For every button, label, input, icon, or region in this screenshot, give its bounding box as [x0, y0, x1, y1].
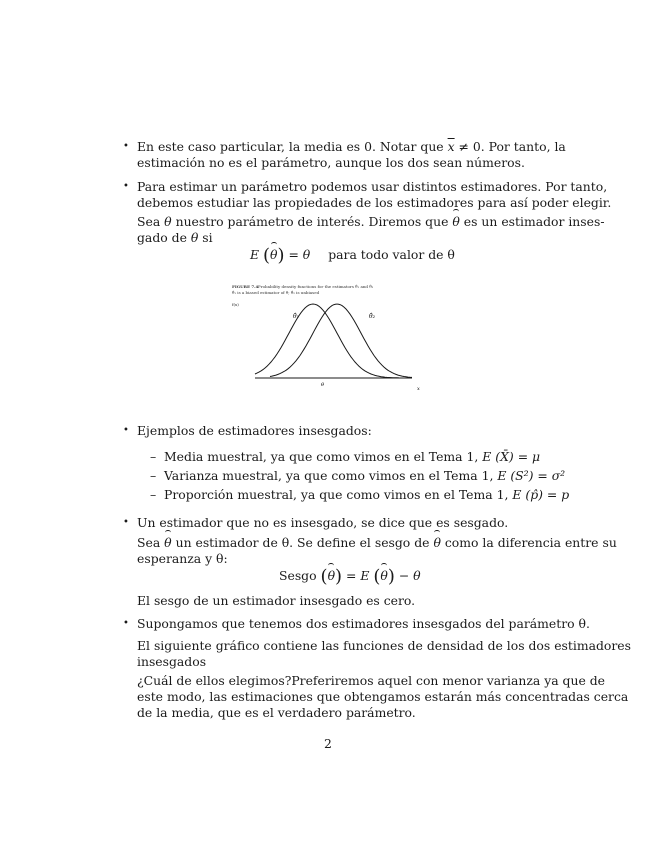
figure-caption: Probability density functions for the estimators θ̂₁ and θ̂₂: [258, 284, 374, 289]
paragraph-line: debemos estudiar las propiedades de los estimadores para así poder elegir.: [137, 195, 612, 210]
list-item: Varianza muestral, ya que como vimos en el Tema 1, E (S²) = σ²: [164, 468, 566, 483]
paragraph-line: Sea θ nuestro parámetro de interés. Diremos que θ es un estimador inses-: [137, 214, 605, 229]
list-item: Media muestral, ya que como vimos en el Tema 1, E (X̄) = μ: [164, 449, 541, 464]
paragraph-line: insesgados: [137, 654, 207, 669]
paragraph-line: En este caso particular, la media es 0. Notar que $\overline{x} \ne 0$. Por tanto, la: [137, 139, 566, 154]
curve-1-label: θ̂₁: [293, 313, 300, 320]
paragraph-line: de la media, que es el verdadero parámetro.: [137, 705, 416, 720]
paragraph-line: gado de θ si: [137, 230, 213, 245]
axis-end-label: x: [417, 386, 420, 392]
list-item: Proporción muestral, ya que como vimos en el Tema 1, E (p̂) = p: [164, 487, 570, 502]
paragraph-line: Sea θ un estimador de θ. Se define el sesgo de θ como la diferencia entre su: [137, 535, 617, 550]
paragraph-line: este modo, las estimaciones que obtengamos estarán más concentradas cerca: [137, 689, 629, 704]
paragraph-line: El sesgo de un estimador insesgado es cero.: [137, 593, 416, 608]
bullet-dot: •: [123, 181, 129, 192]
bullet-dot: •: [123, 517, 129, 528]
paragraph-line: ¿Cuál de ellos elegimos?Preferiremos aquel con menor varianza ya que de: [137, 673, 606, 688]
paragraph-line: Ejemplos de estimadores insesgados:: [137, 423, 372, 438]
bias-equation: Sesgo (θ) = E (θ) − θ: [279, 566, 421, 587]
bullet-dot: •: [123, 425, 129, 436]
paragraph-line: Supongamos que tenemos dos estimadores insesgados del parámetro θ.: [137, 616, 590, 631]
curve-2-label: θ̂₂: [369, 313, 376, 320]
page-number: 2: [324, 736, 332, 751]
figure-caption-label: FIGURE 7.4: [232, 284, 259, 289]
paragraph-line: esperanza y θ:: [137, 551, 228, 566]
unbiased-equation: E (θ) = θ para todo valor de θ: [250, 245, 455, 266]
bullet-dot: •: [123, 141, 129, 152]
density-figure: [225, 296, 435, 396]
figure-axis-label: f(x): [232, 302, 239, 307]
density-curve-1: [255, 304, 399, 378]
paragraph-line: El siguiente gráfico contiene las funciones de densidad de los dos estimadores: [137, 638, 631, 653]
paragraph-line: estimación no es el parámetro, aunque los dos sean números.: [137, 155, 525, 170]
bullet-dot: •: [123, 618, 129, 629]
figure-caption-line2: θ̂₁ is a biased estimator of θ; θ̂₂ is unbiased: [232, 290, 320, 295]
paragraph-line: Un estimador que no es insesgado, se dice que es sesgado.: [137, 515, 509, 530]
paragraph-line: Para estimar un parámetro podemos usar distintos estimadores. Por tanto,: [137, 179, 608, 194]
axis-mid-label: θ: [321, 382, 325, 388]
